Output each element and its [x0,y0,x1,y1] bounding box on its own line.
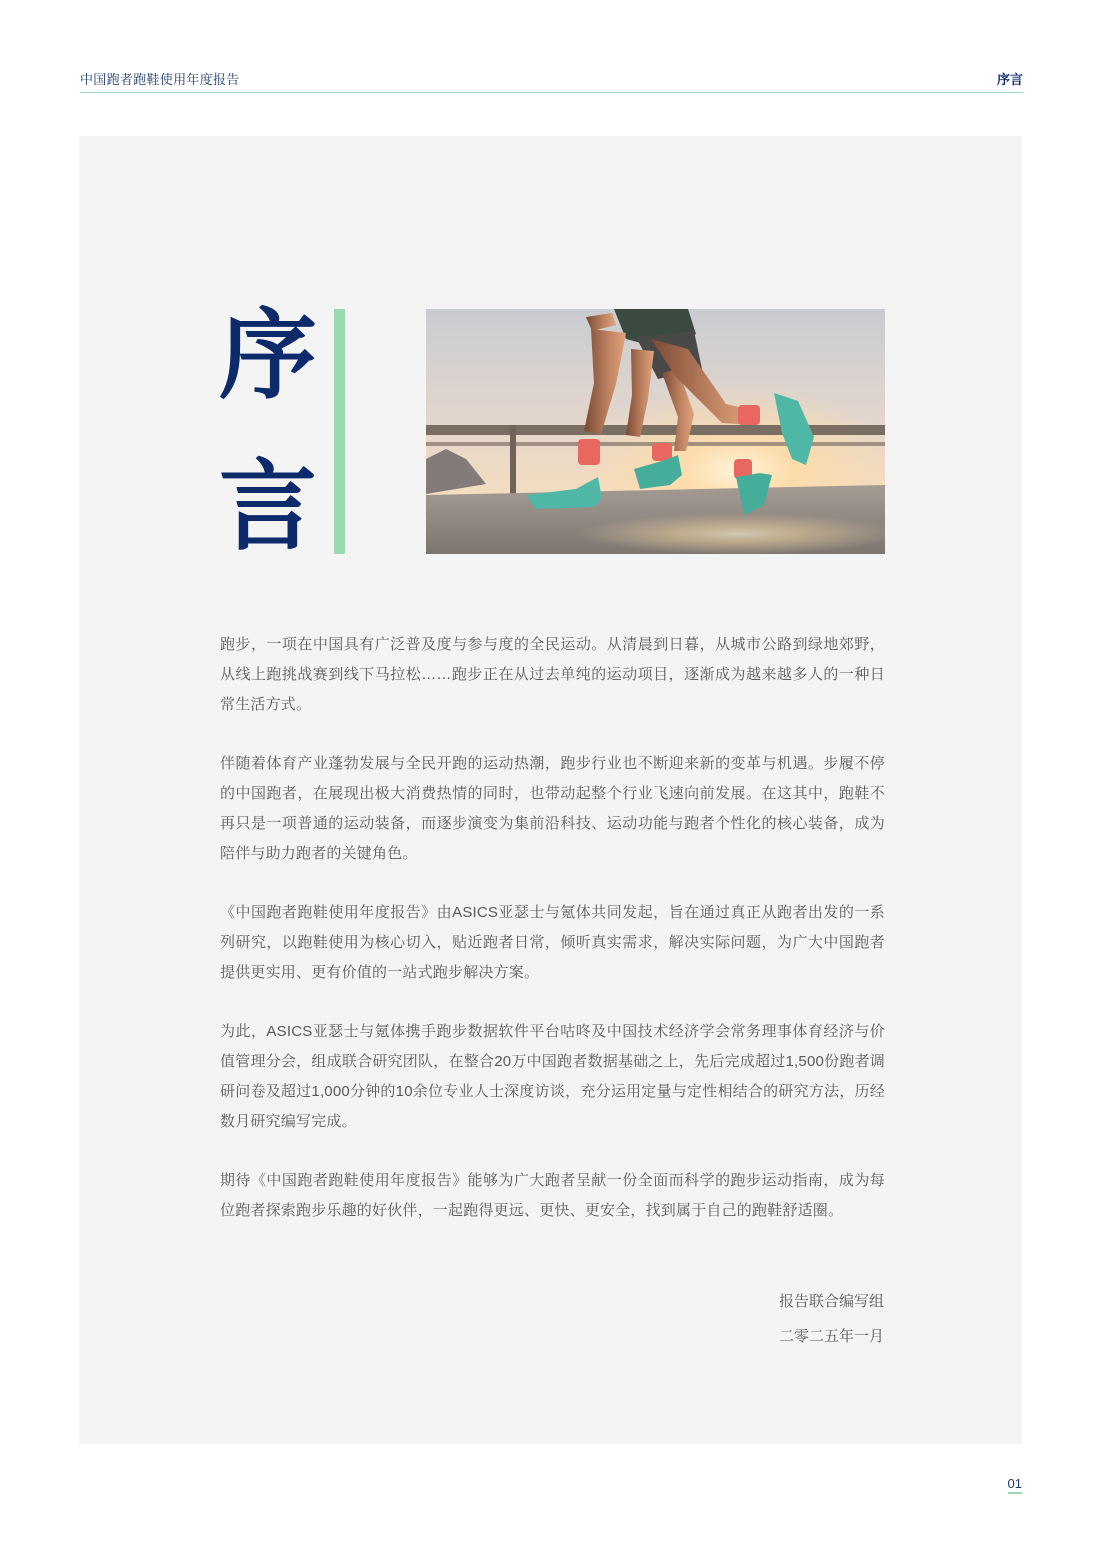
report-title: 中国跑者跑鞋使用年度报告 [80,72,240,87]
signature-author: 报告联合编写组 [778,1293,884,1310]
paragraph-1: 跑步，一项在中国具有广泛普及度与参与度的全民运动。从清晨到日暮，从城市公路到绿地郊野，从线上跑挑战赛到线下马拉松……跑步正在从过去单纯的运动项目，逐渐成为越来越多人的一种日常生活方式。 [220,636,885,713]
runners-photo [426,309,885,554]
page-number: 01 [1008,1476,1022,1494]
section-title-char-1: 序 [218,299,317,413]
paragraph-2: 伴随着体育产业蓬勃发展与全民开跑的运动热潮，跑步行业也不断迎来新的变革与机遇。步履不停的中国跑者，在展现出极大消费热情的同时，也带动起整个行业飞速向前发展。在这其中，跑鞋不再只是一项普通的运动装备，而逐步演变为集前沿科技、运动功能与跑者个性化的核心装备，成为陪伴与助力跑者的关键角色。 [220,755,885,862]
paragraph-3: 《中国跑者跑鞋使用年度报告》由ASICS亚瑟士与氪体共同发起，旨在通过真正从跑者出发的一系列研究，以跑鞋使用为核心切入，贴近跑者日常，倾听真实需求，解决实际问题，为广大中国跑者提供更实用、更有价值的一站式跑步解决方案。 [220,904,885,981]
section-title-char-2: 言 [218,450,317,564]
header-divider [80,92,1023,93]
section-label: 序言 [996,72,1023,87]
accent-bar [334,309,345,554]
signature-date: 二零二五年一月 [778,1328,884,1345]
preface-body [220,630,885,1255]
paragraph-5: 期待《中国跑者跑鞋使用年度报告》能够为广大跑者呈献一份全面而科学的跑步运动指南，成为每位跑者探索跑步乐趣的好伙伴，一起跑得更远、更快、更安全，找到属于自己的跑鞋舒适圈。 [220,1172,885,1219]
paragraph-4: 为此，ASICS亚瑟士与氪体携手跑步数据软件平台咕咚及中国技术经济学会常务理事体育经济与价值管理分会，组成联合研究团队，在整合20万中国跑者数据基础之上，先后完成超过1,500份跑者调研问卷及超过1,000分钟的10余位专业人士深度访谈，充分运用定量与定性相结合的研究方法，历经数月研究编写完成。 [220,1023,885,1130]
